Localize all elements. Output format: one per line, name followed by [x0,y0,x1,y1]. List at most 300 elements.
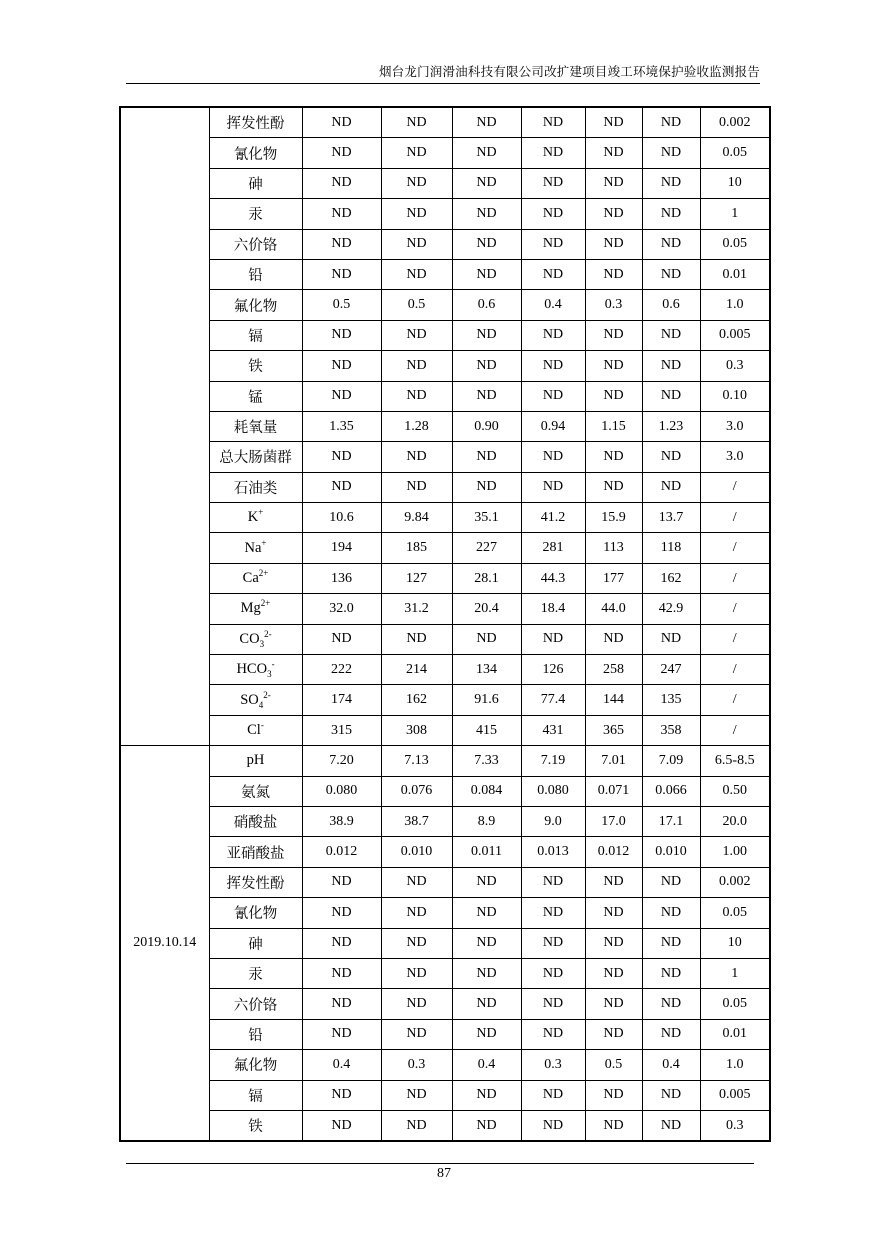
measurement-value-cell: ND [585,958,642,988]
parameter-name: 挥发性酚 [226,116,285,133]
measurement-value-cell: ND [521,107,585,138]
measurement-value-cell: 35.1 [452,503,521,533]
measurement-value-cell: ND [521,867,585,897]
measurement-value-cell: 0.4 [642,1050,700,1080]
measurement-value-cell: ND [521,229,585,259]
measurement-value-cell: ND [302,442,381,472]
measurement-value-cell: 194 [302,533,381,563]
table-row [120,746,770,776]
parameter-cell [209,624,302,654]
table-row [120,776,770,806]
standard-limit-cell: / [700,655,770,685]
measurement-value-cell: ND [452,381,521,411]
standard-limit-cell: 3.0 [700,411,770,441]
measurement-value-cell: 31.2 [381,594,452,624]
measurement-value-cell: ND [302,898,381,928]
measurement-value-cell: 0.080 [302,776,381,806]
measurement-value-cell: 13.7 [642,503,700,533]
measurement-value-cell: ND [585,928,642,958]
measurement-value-cell: 0.066 [642,776,700,806]
parameter-cell [209,1080,302,1110]
measurement-value-cell: ND [642,168,700,198]
measurement-value-cell: ND [521,1110,585,1141]
table-row [120,351,770,381]
standard-limit-cell: 0.01 [700,1019,770,1049]
parameter-name: 六价铬 [233,237,278,254]
parameter-cell [209,1110,302,1141]
measurement-value-cell: 174 [302,685,381,715]
parameter-superscript: - [271,659,275,670]
measurement-value-cell: ND [452,442,521,472]
footer-divider [126,1163,754,1164]
parameter-name: Ca [242,570,259,587]
table-row [120,381,770,411]
measurement-value-cell: ND [302,259,381,289]
measurement-value-cell: ND [452,958,521,988]
measurement-value-cell: ND [642,351,700,381]
measurement-value-cell: ND [381,1019,452,1049]
measurement-value-cell: 134 [452,655,521,685]
measurement-value-cell: 7.20 [302,746,381,776]
measurement-value-cell: ND [381,351,452,381]
measurement-value-cell: 0.4 [452,1050,521,1080]
measurement-value-cell: ND [381,259,452,289]
measurement-value-cell: ND [585,1080,642,1110]
parameter-cell [209,1050,302,1080]
measurement-value-cell: ND [521,958,585,988]
measurement-value-cell: ND [302,867,381,897]
table-row [120,655,770,685]
measurement-value-cell: 0.3 [521,1050,585,1080]
parameter-name: 石油类 [233,480,278,497]
standard-limit-cell: 10 [700,928,770,958]
measurement-value-cell: ND [585,381,642,411]
measurement-value-cell: ND [521,442,585,472]
measurement-value-cell: ND [585,138,642,168]
parameter-name: 氰化物 [233,146,278,163]
measurement-value-cell: 77.4 [521,685,585,715]
parameter-name: 六价铬 [233,997,278,1014]
measurement-value-cell: ND [585,168,642,198]
measurement-value-cell: ND [585,199,642,229]
table-row [120,442,770,472]
measurement-value-cell: ND [642,259,700,289]
measurement-value-cell: 7.01 [585,746,642,776]
measurement-value-cell: ND [302,989,381,1019]
parameter-cell [209,1019,302,1049]
measurement-value-cell: ND [642,958,700,988]
measurement-value-cell: ND [585,1110,642,1141]
parameter-cell [209,381,302,411]
measurement-value-cell: ND [642,199,700,229]
measurement-value-cell: 0.5 [381,290,452,320]
measurement-value-cell: ND [521,898,585,928]
measurement-value-cell: ND [452,472,521,502]
measurement-value-cell: 214 [381,655,452,685]
standard-limit-cell: 1.0 [700,1050,770,1080]
measurement-value-cell: 44.0 [585,594,642,624]
measurement-value-cell: ND [452,351,521,381]
standard-limit-cell: 0.50 [700,776,770,806]
parameter-name: 氟化物 [233,298,278,315]
parameter-cell [209,107,302,138]
measurement-value-cell: 144 [585,685,642,715]
table-row [120,138,770,168]
table-row [120,958,770,988]
standard-limit-cell: / [700,624,770,654]
measurement-value-cell: ND [642,472,700,502]
measurement-value-cell: 0.3 [381,1050,452,1080]
table-row [120,107,770,138]
measurement-value-cell: 7.13 [381,746,452,776]
standard-limit-cell: / [700,563,770,593]
parameter-cell [209,259,302,289]
parameter-superscript: - [260,720,264,731]
measurement-value-cell: ND [381,138,452,168]
parameter-cell [209,776,302,806]
parameter-name: 铁 [248,1119,263,1136]
measurement-value-cell: 0.013 [521,837,585,867]
measurement-value-cell: 0.5 [585,1050,642,1080]
parameter-superscript: 2- [264,629,272,639]
table-row [120,1110,770,1141]
table-row [120,533,770,563]
standard-limit-cell: / [700,472,770,502]
parameter-name: 镉 [248,1088,263,1105]
measurement-value-cell: ND [452,320,521,350]
measurement-value-cell: 431 [521,715,585,745]
measurement-value-cell: 32.0 [302,594,381,624]
parameter-name: 镉 [248,328,263,345]
measurement-value-cell: ND [452,1110,521,1141]
parameter-superscript: 2- [263,689,271,700]
standard-limit-cell: / [700,715,770,745]
table-row [120,503,770,533]
measurement-value-cell: ND [381,989,452,1019]
table-row [120,320,770,350]
measurement-value-cell: ND [521,168,585,198]
sampling-date-cell: 2019.10.14 [120,746,209,1142]
measurement-value-cell: 136 [302,563,381,593]
measurement-value-cell: 0.4 [302,1050,381,1080]
measurement-value-cell: ND [642,898,700,928]
measurement-value-cell: 1.35 [302,411,381,441]
standard-limit-cell: 1.0 [700,290,770,320]
standard-limit-cell: 0.05 [700,138,770,168]
measurement-value-cell: ND [302,1110,381,1141]
parameter-cell [209,351,302,381]
measurement-value-cell: 41.2 [521,503,585,533]
measurement-value-cell: 127 [381,563,452,593]
measurement-value-cell: 118 [642,533,700,563]
parameter-cell [209,442,302,472]
measurement-value-cell: ND [642,381,700,411]
standard-limit-cell: 1.00 [700,837,770,867]
measurement-value-cell: ND [452,624,521,654]
header-divider [126,83,760,84]
standard-limit-cell: 3.0 [700,442,770,472]
parameter-cell [209,138,302,168]
measurement-value-cell: 177 [585,563,642,593]
measurement-value-cell: 0.90 [452,411,521,441]
parameter-cell [209,168,302,198]
measurement-value-cell: 185 [381,533,452,563]
measurement-value-cell: ND [585,867,642,897]
parameter-name: 总大肠菌群 [219,450,292,467]
page-number: 87 [437,1166,451,1181]
measurement-value-cell: ND [452,138,521,168]
table-row [120,928,770,958]
parameter-name: 砷 [248,176,263,193]
measurement-value-cell: ND [381,199,452,229]
table-row [120,1080,770,1110]
measurement-value-cell: ND [302,472,381,502]
parameter-superscript: 2+ [258,568,269,579]
measurement-value-cell: ND [381,442,452,472]
measurement-value-cell: ND [302,958,381,988]
measurement-value-cell: 1.15 [585,411,642,441]
standard-limit-cell: 0.05 [700,898,770,928]
parameter-subscript: 3 [259,638,265,649]
measurement-value-cell: ND [381,229,452,259]
table-row [120,229,770,259]
measurement-value-cell: ND [642,867,700,897]
measurement-value-cell: 8.9 [452,806,521,836]
standard-limit-cell: 0.002 [700,867,770,897]
measurement-value-cell: ND [452,259,521,289]
measurement-value-cell: ND [452,989,521,1019]
standard-limit-cell: 0.002 [700,107,770,138]
measurement-value-cell: 18.4 [521,594,585,624]
parameter-cell [209,472,302,502]
measurement-value-cell: ND [585,442,642,472]
measurement-value-cell: ND [452,1080,521,1110]
measurement-value-cell: 162 [381,685,452,715]
parameter-name: CO [239,630,260,647]
measurement-value-cell: 126 [521,655,585,685]
standard-limit-cell: / [700,594,770,624]
measurement-value-cell: ND [381,1080,452,1110]
measurement-value-cell: 0.071 [585,776,642,806]
measurement-value-cell: ND [381,472,452,502]
parameter-name: 铁 [248,359,263,376]
table-row [120,259,770,289]
measurement-value-cell: 38.9 [302,806,381,836]
parameter-cell [209,989,302,1019]
measurement-value-cell: ND [302,1019,381,1049]
measurement-value-cell: ND [302,138,381,168]
measurement-value-cell: ND [452,168,521,198]
measurement-value-cell: 0.076 [381,776,452,806]
measurement-value-cell: ND [452,1019,521,1049]
table-row [120,411,770,441]
standard-limit-cell: 0.05 [700,229,770,259]
measurement-value-cell: 227 [452,533,521,563]
standard-limit-cell: 1 [700,958,770,988]
measurement-value-cell: 222 [302,655,381,685]
measurement-value-cell: ND [452,867,521,897]
measurement-value-cell: 44.3 [521,563,585,593]
measurement-value-cell: ND [381,168,452,198]
measurement-value-cell: ND [521,1080,585,1110]
measurement-value-cell: ND [521,624,585,654]
measurement-value-cell: 0.4 [521,290,585,320]
measurement-value-cell: 15.9 [585,503,642,533]
measurement-value-cell: ND [302,381,381,411]
measurement-value-cell: ND [452,199,521,229]
parameter-superscript: 2+ [260,598,271,609]
standard-limit-cell: 0.005 [700,320,770,350]
parameter-name: SO [240,691,259,708]
table-row [120,989,770,1019]
standard-limit-cell: 0.01 [700,259,770,289]
parameter-cell [209,958,302,988]
measurement-value-cell: ND [642,107,700,138]
measurement-value-cell: ND [642,989,700,1019]
table-row [120,837,770,867]
measurement-value-cell: ND [302,928,381,958]
measurement-value-cell: ND [642,1080,700,1110]
sampling-date-cell [120,107,209,746]
parameter-cell [209,594,302,624]
table-row [120,199,770,229]
parameter-superscript: + [261,537,267,548]
measurement-value-cell: ND [381,381,452,411]
measurement-value-cell: 365 [585,715,642,745]
measurement-value-cell: ND [302,624,381,654]
standard-limit-cell: 20.0 [700,806,770,836]
measurement-value-cell: ND [452,107,521,138]
parameter-cell [209,898,302,928]
measurement-value-cell: 135 [642,685,700,715]
measurement-value-cell: ND [302,168,381,198]
measurement-value-cell: 20.4 [452,594,521,624]
measurement-value-cell: 9.84 [381,503,452,533]
parameter-name: 汞 [248,967,263,984]
parameter-name: 铅 [248,1027,263,1044]
parameter-cell [209,715,302,745]
parameter-name: HCO [236,661,268,678]
measurement-value-cell: 0.010 [642,837,700,867]
measurement-value-cell: ND [585,229,642,259]
measurement-value-cell: ND [302,351,381,381]
measurement-value-cell: ND [642,320,700,350]
parameter-name: Mg [240,600,261,617]
measurement-value-cell: 38.7 [381,806,452,836]
measurement-value-cell: ND [521,472,585,502]
standard-limit-cell: / [700,503,770,533]
measurement-value-cell: ND [521,989,585,1019]
measurement-value-cell: 0.084 [452,776,521,806]
table-row [120,472,770,502]
measurement-value-cell: ND [642,928,700,958]
measurement-value-cell: ND [381,624,452,654]
parameter-name: K [247,509,259,526]
parameter-name: pH [246,752,265,769]
parameter-cell [209,229,302,259]
monitoring-results-table [119,106,771,1142]
measurement-value-cell: ND [381,1110,452,1141]
table-row [120,685,770,715]
measurement-value-cell: ND [642,1110,700,1141]
parameter-cell [209,290,302,320]
table-row [120,1050,770,1080]
measurement-value-cell: 0.080 [521,776,585,806]
measurement-value-cell: 258 [585,655,642,685]
parameter-cell [209,320,302,350]
measurement-value-cell: 0.5 [302,290,381,320]
measurement-value-cell: ND [521,199,585,229]
standard-limit-cell: 0.10 [700,381,770,411]
table-row [120,594,770,624]
measurement-value-cell: ND [521,259,585,289]
parameter-cell [209,503,302,533]
measurement-value-cell: ND [585,624,642,654]
parameter-name: 氨氮 [241,784,270,801]
measurement-value-cell: 358 [642,715,700,745]
parameter-name: Na [244,539,262,556]
measurement-value-cell: ND [452,898,521,928]
measurement-value-cell: ND [381,928,452,958]
measurement-value-cell: 0.3 [585,290,642,320]
parameter-name: 硝酸盐 [233,815,278,832]
measurement-value-cell: 9.0 [521,806,585,836]
standard-limit-cell: 6.5-8.5 [700,746,770,776]
table-row [120,168,770,198]
measurement-value-cell: 0.012 [585,837,642,867]
parameter-subscript: 3 [267,669,272,680]
table-row [120,898,770,928]
standard-limit-cell: 10 [700,168,770,198]
parameter-superscript: + [258,507,264,518]
table-row [120,1019,770,1049]
measurement-value-cell: ND [585,351,642,381]
measurement-value-cell: ND [302,320,381,350]
parameter-name: 砷 [248,936,263,953]
parameter-name: 氟化物 [233,1058,278,1075]
measurement-value-cell: ND [585,320,642,350]
measurement-value-cell: 17.0 [585,806,642,836]
parameter-cell [209,685,302,715]
measurement-value-cell: 281 [521,533,585,563]
measurement-value-cell: ND [302,107,381,138]
measurement-value-cell: ND [381,107,452,138]
measurement-value-cell: ND [521,381,585,411]
table-row [120,806,770,836]
measurement-value-cell: 7.19 [521,746,585,776]
measurement-value-cell: 0.012 [302,837,381,867]
measurement-value-cell: ND [302,199,381,229]
parameter-cell [209,806,302,836]
table-body [120,107,770,1141]
parameter-cell [209,928,302,958]
table-row [120,624,770,654]
parameter-name: Cl [247,722,261,738]
measurement-value-cell: ND [521,320,585,350]
parameter-cell [209,746,302,776]
report-header-title: 烟台龙门润滑油科技有限公司改扩建项目竣工环境保护验收监测报告 [378,65,760,79]
measurement-value-cell: ND [302,229,381,259]
measurement-value-cell: ND [381,320,452,350]
table-row [120,290,770,320]
measurement-value-cell: ND [585,107,642,138]
measurement-value-cell: ND [381,958,452,988]
measurement-value-cell: ND [521,1019,585,1049]
measurement-value-cell: ND [381,867,452,897]
parameter-name: 氰化物 [233,906,278,923]
measurement-value-cell: 0.010 [381,837,452,867]
table-row [120,715,770,745]
